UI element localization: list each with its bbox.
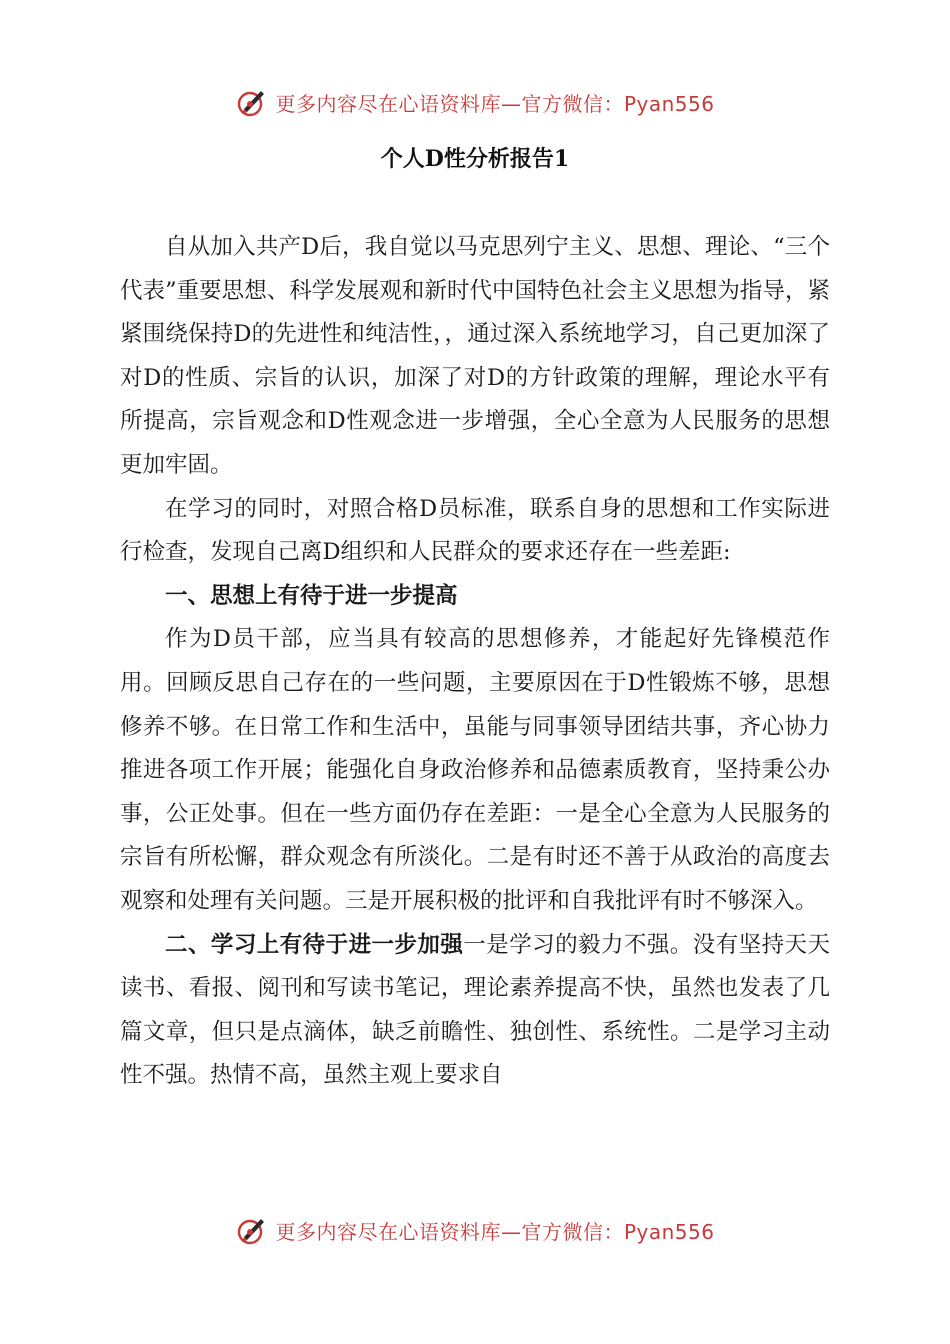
document-title: 个人D性分析报告1 <box>380 146 570 172</box>
paragraph <box>120 924 830 1098</box>
pen-nib-logo-icon <box>235 1213 269 1247</box>
watermark-text: 更多内容尽在心语资料库—官方微信：Pyan556 <box>275 91 715 116</box>
paragraph: 作为D员干部，应当具有较高的思想修养，才能起好先锋模范作用。回顾反思自己存在的一些问题，主要原因在于D性锻炼不够，思想修养不够。在日常工作和生活中，虽能与同事领导团结共事，齐心协力推进各项工作开展；能强化自身政治修养和品德素质教育，坚持秉公办事，公正处事。但在一些方面仍存在差距：一是全心全意为人民服务的宗旨有所松懈，群众观念有所淡化。二是有时还不善于从政治的高度去观察和处理有关问题。三是开展积极的批评和自我批评有时不够深入。 <box>120 626 830 914</box>
header-watermark <box>0 84 950 120</box>
document-body <box>120 226 830 1098</box>
footer-watermark <box>0 1212 950 1248</box>
watermark-text: 更多内容尽在心语资料库—官方微信：Pyan556 <box>275 1219 715 1244</box>
section-heading: 一、思想上有待于进一步提高 <box>165 582 458 609</box>
paragraph: 在学习的同时，对照合格D员标准，联系自身的思想和工作实际进行检查，发现自己离D组织和人民群众的要求还存在一些差距: <box>120 495 830 566</box>
pen-nib-logo-icon <box>235 85 269 119</box>
paragraph-text: 一是学习的毅力不强。没有坚持天天读书、看报、阅刊和写读书笔记，理论素养提高不快，虽然也发表了几篇文章，但只是点滴体，缺乏前瞻性、独创性、系统性。二是学习主动性不强。热情不高，虽然主观上要求自 <box>120 931 830 1089</box>
section-heading-inline: 二、学习上有待于进一步加强 <box>165 931 464 958</box>
paragraph: 自从加入共产D后，我自觉以马克思列宁主义、思想、理论、“三个代表”重要思想、科学发展观和新时代中国特色社会主义思想为指导，紧紧围绕保持D的先进性和纯洁性，，通过深入系统地学习，自己更加深了对D的性质、宗旨的认识，加深了对D的方针政策的理解，理论水平有所提高，宗旨观念和D性观念进一步增强，全心全意为人民服务的思想更加牢固。 <box>120 234 830 478</box>
